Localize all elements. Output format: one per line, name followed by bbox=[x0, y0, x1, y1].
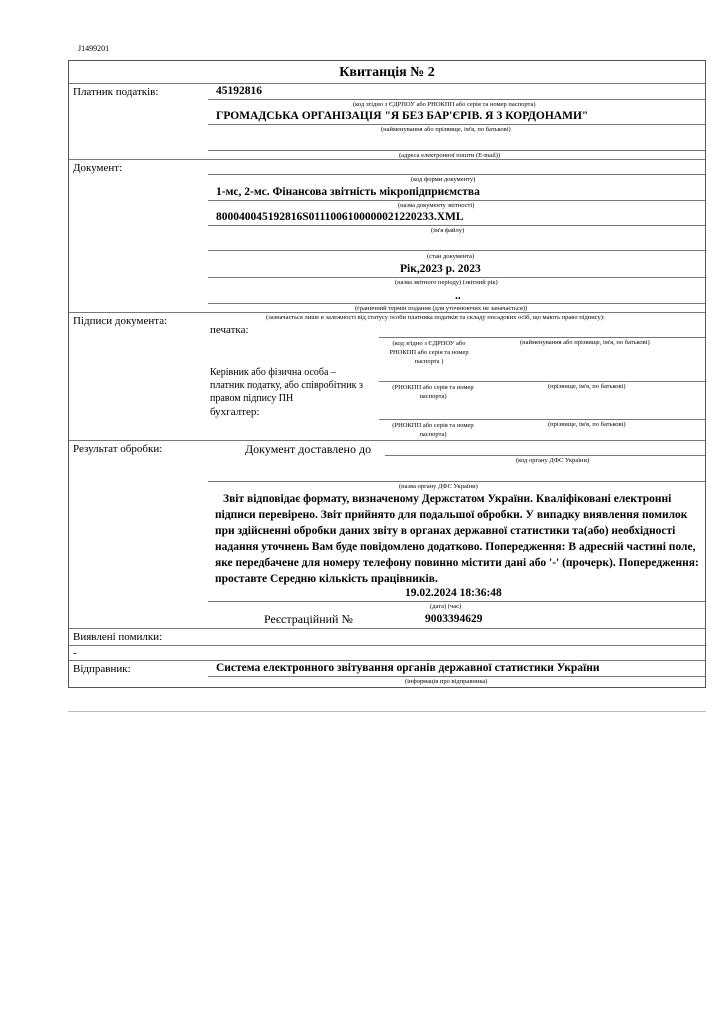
payer-code: 45192816 bbox=[216, 85, 262, 97]
report-period: Рік,2023 р. 2023 bbox=[400, 263, 481, 275]
payer-name-caption: (найменування або прізвище, ім'я, по батькові) bbox=[381, 126, 511, 133]
datetime-caption: (дата) (час) bbox=[430, 603, 462, 610]
head-name-caption: (прізвище, ім'я, по батькові) bbox=[548, 383, 626, 390]
result-message: Звіт відповідає формату, визначеному Держстатом України. Кваліфіковані електронні підписи перевірено. Звіт прийнято для подальшої обробки. У випадку виявлення помилок при здійсненні обробки даних звіту в органах державної статистики та(або) необхідності надання уточнень Вам буде повідомлено додатково. Попередження: В адресній частині поле, яке передбачене для номеру телефону повинно містити дані або '-' (прочерк). Попередження: проставте Середню кількість працівників. bbox=[215, 493, 699, 585]
receipt-title: Квитанція № 2 bbox=[339, 65, 435, 80]
dfs-name-caption: (назва органу ДФС України) bbox=[399, 483, 478, 490]
stamp-name-caption: (найменування або прізвище, ім'я, по батькові) bbox=[520, 339, 650, 346]
stamp-code-caption: (код згідно з ЄДРПОУ або РНОКПП або серія та номер паспорта ) bbox=[389, 340, 469, 365]
report-name-caption: (назва документу звітності) bbox=[398, 202, 475, 209]
file-name-caption: (ім'я файлу) bbox=[431, 227, 465, 234]
payer-label: Платник податків: bbox=[73, 86, 159, 98]
report-name: 1-мс, 2-мс. Фінансова звітність мікропідприємства bbox=[216, 186, 480, 198]
form-code: J1499201 bbox=[78, 44, 110, 53]
acc-code-caption: (РНОКПП або серія та номер паспорта) bbox=[392, 422, 474, 438]
signatures-label: Підписи документа: bbox=[73, 315, 168, 327]
delivered-text: Документ доставлено до bbox=[245, 442, 372, 456]
stamp-label: печатка: bbox=[210, 324, 249, 336]
deadline-value: .. bbox=[455, 290, 461, 302]
errors-value: - bbox=[73, 647, 77, 659]
sender-value: Система електронного звітування органів державної статистики України bbox=[216, 662, 600, 674]
reg-label: Реєстраційний № bbox=[264, 612, 353, 626]
sender-label: Відправник: bbox=[73, 663, 131, 675]
sender-caption: (інформація про відправника) bbox=[405, 678, 488, 685]
accountant-label: бухгалтер: bbox=[210, 406, 260, 418]
result-datetime: 19.02.2024 18:36:48 bbox=[405, 587, 502, 599]
receipt-box bbox=[68, 60, 706, 688]
bottom-divider bbox=[68, 711, 706, 712]
state-caption: (стан документа) bbox=[427, 253, 475, 260]
result-label: Результат обробки: bbox=[73, 443, 163, 455]
head-label: Керівник або фізична особа – платник податку, або співробітник з правом підпису ПН bbox=[210, 367, 363, 404]
form-code-caption: (код форми документу) bbox=[411, 176, 476, 183]
deadline-caption: (граничний термін подання (для уточнюючих не заначається)) bbox=[355, 305, 528, 312]
acc-name-caption: (прізвище, ім'я, по батькові) bbox=[548, 421, 626, 428]
period-caption: (назва звітного періоду) (звітний рік) bbox=[395, 279, 498, 286]
document-label: Документ: bbox=[73, 162, 123, 174]
file-name: 800040045192816S0111006100000021220233.XML bbox=[216, 211, 464, 223]
payer-name: ГРОМАДСЬКА ОРГАНІЗАЦІЯ "Я БЕЗ БАР'ЄРІВ. Я З КОРДОНАМИ" bbox=[216, 110, 589, 122]
signatures-note: (зазначається лише в залежності від статусу особи платника податків та складу посадових осіб, що мають право підпису): bbox=[266, 314, 605, 321]
payer-code-caption: (код згідно з ЄДРПОУ або РНОКПП або серія та номер паспорта) bbox=[353, 101, 536, 108]
errors-label: Виявлені помилки: bbox=[73, 631, 163, 643]
dfs-code-caption: (код органу ДФС України) bbox=[516, 457, 590, 464]
email-caption: (адреса електронної пошти (E-mail)) bbox=[399, 152, 501, 159]
reg-number: 9003394629 bbox=[425, 613, 483, 625]
head-code-caption: (РНОКПП або серія та номер паспорта) bbox=[392, 384, 474, 400]
